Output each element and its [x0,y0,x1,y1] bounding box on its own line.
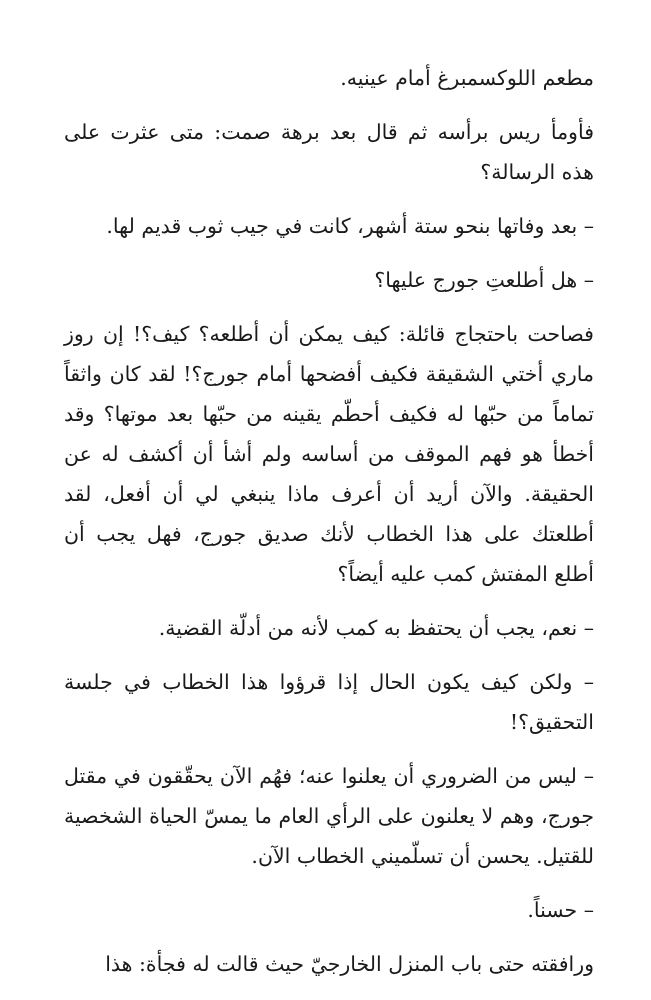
book-page [64,58,594,998]
paragraph-4: – هل أطلعتِ جورج عليها؟ [374,268,594,292]
paragraph-9: – حسناً. [527,898,594,922]
paragraph-7: – ولكن كيف يكون الحال إذا قرؤوا هذا الخطاب في جلسة التحقيق؟! [64,670,594,734]
paragraph-5: فصاحت باحتجاج قائلة: كيف يمكن أن أطلعه؟ كيف؟! إن روز ماري أختي الشقيقة فكيف أفضحها أمام جورج؟! لقد كان واثقاً تماماً من حبّها له فكيف أحطّم يقينه من حبّها بعد موتها؟ وقد أخطأ هو فهم الموقف من أساسه ولم أشأ أن أكشف له عن الحقيقة. والآن أريد أن أعرف ماذا ينبغي لي أن أفعل، لقد أطلعتك على هذا الخطاب لأنك صديق جورج، فهل يجب أن أطلع المفتش كمب عليه أيضاً؟ [64,322,594,586]
paragraph-6: – نعم، يجب أن يحتفظ به كمب لأنه من أدلّة القضية. [158,616,594,640]
paragraph-2: فأومأ ريس برأسه ثم قال بعد برهة صمت: متى عثرت على هذه الرسالة؟ [64,120,594,184]
paragraph-1: مطعم اللوكسمبرغ أمام عينيه. [340,66,594,90]
paragraph-10: ورافقته حتى باب المنزل الخارجيّ حيث قالت له فجأة: هذا [105,952,594,976]
paragraph-8: – ليس من الضروري أن يعلنوا عنه؛ فهُم الآن يحقّقون في مقتل جورج، وهم لا يعلنون على الرأي العام ما يمسّ الحياة الشخصية للقتيل. يحسن أن تسلّميني الخطاب الآن. [64,764,594,868]
paragraph-3: – بعد وفاتها بنحو ستة أشهر، كانت في جيب ثوب قديم لها. [106,214,594,238]
